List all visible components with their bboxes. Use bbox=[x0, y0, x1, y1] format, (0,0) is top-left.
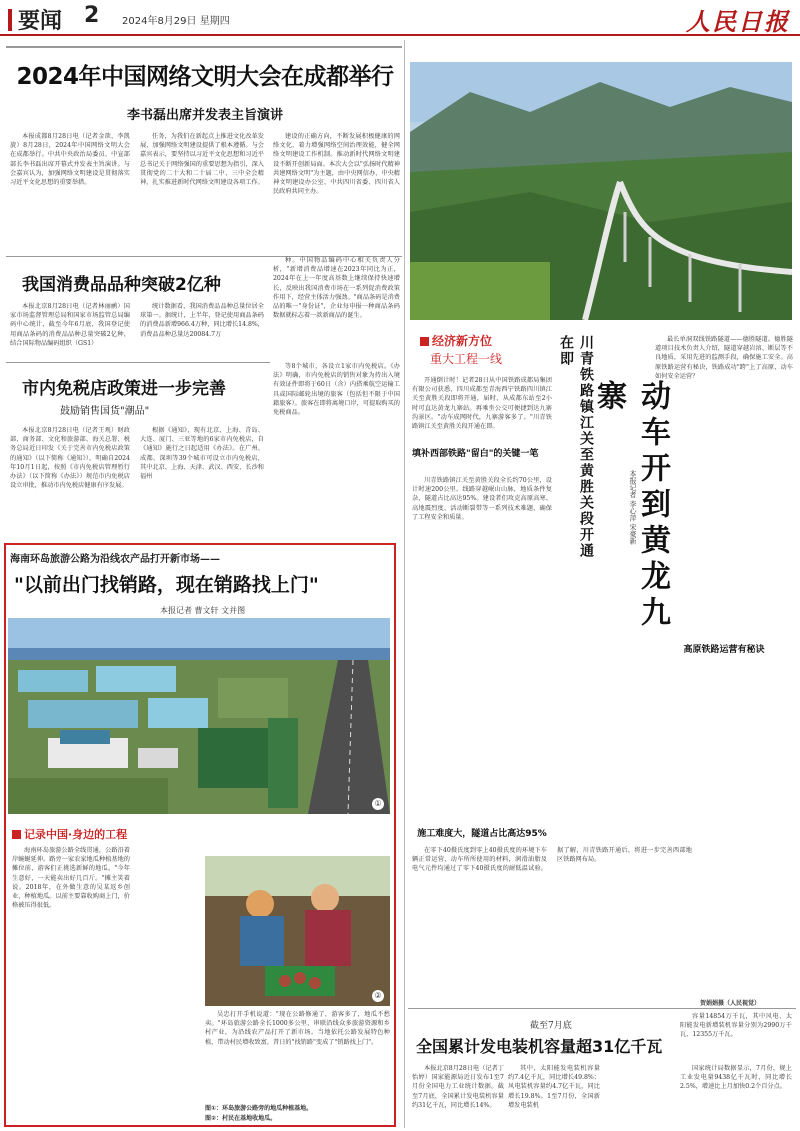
railway-section-head-3: 高原铁路运营有秘诀 bbox=[683, 645, 765, 655]
divider bbox=[6, 46, 402, 48]
railway-headline: 动车开到黄龙九寨 bbox=[591, 380, 670, 632]
railway-col-a: 开通倒计时！记者28日从中国铁路成都局集团有限公司获悉，四川成都至青海西宁铁路四川镇江关至黄胜关段即将开通，届时，从成都东站至2小时可直达黄龙九寨站。再乘坐公交可便捷到达九寨沟景区。"动车成网时代，九寨游客多了。"川青铁路镇江关至黄胜关段开通在即。 bbox=[412, 377, 552, 431]
railway-tag bbox=[420, 332, 492, 349]
tag-square-icon bbox=[420, 337, 429, 346]
railway-bylines: 本报记者 李心萍 宋豪新 bbox=[629, 470, 637, 545]
article1-title: 2024年中国网络文明大会在成都举行 bbox=[16, 64, 394, 90]
article4-caption2: 图②：村民在基地收地瓜。 bbox=[205, 1115, 277, 1122]
railway-col-b: 川青铁路镇江关至黄胜关段全长约70公里，设计时速200公里。线路穿越岷山山脉，地质条件复杂，隧道占比高达95%。建设者们攻克高原高寒、高地震烈度、活动断裂带等一系列技术难题，确保了工程安全和质量。 bbox=[412, 477, 552, 521]
section-label bbox=[8, 4, 62, 35]
article3-col2: 根据《通知》，现有北京、上海、青岛、大连、厦门、三亚等地的6家市内免税店，自《通知》施行之日起适用《办法》。在广州、成都、深圳等39个城市可设立市内免税店，其中北京、上海、天津、武汉、西安、长沙和福州 bbox=[140, 427, 264, 481]
article3-title: 市内免税店政策进一步完善 bbox=[22, 379, 226, 399]
article4-col1: 海南环岛旅游公路全线贯通，公路沿着岸蜿蜒延伸。路旁一家农家地瓜种植基地的摊位前，游客们正挑选新鲜的地瓜。"今年生意好，一天能卖出好几百斤。"摊主笑着说。2018年，在外做生意的吴某返乡创业，种植地瓜。以前主要靠收购商上门，价格被压得很低。 bbox=[12, 847, 130, 910]
article4-byline: 本报记者 曹文轩 文并图 bbox=[160, 606, 246, 615]
article4-col2: 吴忠打开手机说道："现在公路修通了，游客多了，地瓜不愁卖。"环岛旅游公路全长1000多公里，串联沿线众多旅游资源和乡村产业，为沿线农产品打开了新市场。当地依托公路发展特色种植，带动村民增收致富，昔日的"找销路"变成了"销路找上门"。 bbox=[205, 1011, 390, 1046]
article1-col1: 本报成都8月28日电（记者金歆、李凯旋）8月28日，2024年中国网络文明大会在成都举行。中共中央政治局委员、中宣部部长李书磊出席开幕式并发表主旨演讲。与会嘉宾认为，加强网络文明建设是贯彻落实习近平文化思想的重要举措。 bbox=[10, 133, 130, 187]
section-name: 要闻 bbox=[18, 9, 63, 34]
tag-square-icon bbox=[12, 830, 21, 839]
divider bbox=[6, 362, 270, 363]
newspaper-logo: 人民日报 bbox=[686, 7, 790, 36]
railway-vertical-subtitle: 川青铁路镇江关至黄胜关段开通在即 bbox=[558, 335, 594, 559]
article4-tag-text: 记录中国·身边的工程 bbox=[24, 828, 128, 841]
article2-col3: 种。中国物品编码中心相关负责人分析，"新增消费品增速在2023年同比为正，2024年在上一年度高基数上继续保持快速增长，反映出我国消费市场在一系列促消费政策作用下，经营主体活力强劲。"商品条码是消费品的唯一"身份证"，企业每申报一种商品条码数据就标志着一款新商品的诞生。 bbox=[273, 257, 400, 320]
railway-bridge-photo bbox=[410, 62, 792, 320]
figure-marker-2: ② bbox=[372, 990, 384, 1002]
farm-aerial-illustration bbox=[8, 618, 390, 814]
article4-tag bbox=[12, 826, 127, 842]
divider bbox=[408, 1008, 796, 1009]
photo-credit: 贺娟娟摄（人民视觉） bbox=[700, 1000, 761, 1007]
article1-col3: 建设的正确方向，不断发展积极健康的网络文化，着力增强网络空间治理效能，健全网络文明建设工作机制。推动新时代网络文明建设不断开创新局面。本次大会以"弘扬时代精神 共建网络文明"为主题，由中央网信办、中央精神文明建设办公室、中共四川省委、四川省人民政府共同主办。 bbox=[273, 133, 400, 196]
article5-col2: 其中，太阳能发电装机容量约7.4亿千瓦，同比增长49.8%；风电装机容量约4.7亿千瓦，同比增长19.8%。1至7月份，全国新增发电装机 bbox=[508, 1065, 600, 1109]
article5-col3: 容量14854万千瓦，其中风电、太阳能发电新增装机容量分别为2990万千瓦、12355万千瓦。 bbox=[680, 1013, 792, 1039]
article2-col1: 本报北京8月28日电（记者林丽鹂）国家市场监督管理总局和国家市场监管总局编码中心统计，截至今年6月底，我国登记使用商品条码的消费品品种总量突破2亿种，结合国际物品编码组织（GS1） bbox=[10, 303, 130, 347]
article4-title-prefix: 海南环岛旅游公路为沿线农产品打开新市场—— bbox=[10, 554, 220, 565]
harvest-illustration bbox=[205, 856, 390, 1006]
farm-aerial-photo bbox=[8, 618, 390, 814]
article4-title: "以前出门找销路，现在销路找上门" bbox=[14, 574, 319, 596]
railway-section-head-2: 施工难度大，隧道占比高达95% bbox=[417, 829, 547, 839]
article3-subtitle: 鼓励销售国货"潮品" bbox=[60, 406, 150, 417]
article5-col1: 本报北京8月28日电（记者丁怡婷）国家能源局近日发布1至7月份全国电力工业统计数据。截至7月底，全国累计发电装机容量约31亿千瓦，同比增长14%。 bbox=[412, 1065, 504, 1109]
railway-section-head-1: 填补西部铁路"留白"的关键一笔 bbox=[412, 449, 539, 459]
column-divider bbox=[404, 40, 405, 1128]
issue-date: 2024年8月29日 星期四 bbox=[122, 16, 230, 27]
article3-col1: 本报北京8月28日电（记者王观）财政部、商务部、文化和旅游部、海关总署、税务总局近日印发《关于完善市内免税店政策的通知》（以下简称《通知》），明确自2024年10月1日起，按照《市内免税店管理暂行办法》（以下简称《办法》）规范市内免税店设立审批，推动市内免税店健康有序发展。 bbox=[10, 427, 130, 490]
figure-marker-1: ① bbox=[372, 798, 384, 810]
harvest-photo bbox=[205, 856, 390, 1006]
railway-col-c: 最长单洞双线铁路隧道——德胜隧道。德胜隧道项目技术负责人介绍，隧道穿越岩溶、断层等不良地质，采用先进的监测手段，确保施工安全。高原铁路运营有秘诀，铁路成功"跨"上了高原，动车如何安全运营？ bbox=[655, 336, 793, 380]
masthead bbox=[0, 0, 800, 36]
railway-tag-subtitle: 重大工程一线 bbox=[430, 352, 503, 366]
railway-col-d: 在零下40摄氏度到零上40摄氏度的环境下车辆正常运营，动车所所使用的材料，润滑油脂及电气元件均通过了零下40摄氏度的耐低温试验。据了解，川青铁路开通后，将进一步完善西部地区铁路网布局。 bbox=[412, 847, 692, 873]
article5-col4: 国家统计局数据显示，7月份，规上工业发电量9438亿千瓦时，同比增长2.5%，增速比上月加快0.2个百分点。 bbox=[680, 1065, 792, 1091]
article5-kicker: 截至7月底 bbox=[530, 1021, 572, 1031]
railway-bridge-illustration bbox=[410, 62, 792, 320]
article3-col3: 等8个城市，各设立1家市内免税店。《办法》明确，市内免税店的销售对象为持出入境有效证件即将于60日（含）内搭乘航空运输工具或国际邮轮出境的旅客（包括但不限于中国籍旅客）。旅客在即将离境口岸，可提取购买的免税商品。 bbox=[273, 363, 400, 417]
railway-tag-text: 经济新方位 bbox=[432, 334, 493, 348]
article1-col2: 任务，为我们在新起点上推进文化改革发展，加强网络文明建设提供了根本遵循。与会嘉宾表示，要坚持以习近平文化思想和习近平总书记关于网络强国的重要思想为指引，深入贯彻党的二十大和二十届二中、三中全会精神，扎实推进新时代网络文明建设各项工作。 bbox=[140, 133, 264, 187]
page-number: 2 bbox=[84, 3, 100, 28]
article2-col2: 统计数据看，我国消费品品种总量位居全球第一。据统计，上半年，登记使用商品条码的消费品新增966.4万种，同比增长14.8%，消费品品种总量达20084.7万 bbox=[140, 303, 264, 338]
article4-caption1: 图①：环岛旅游公路旁的地瓜种植基地。 bbox=[205, 1105, 313, 1112]
article2-title: 我国消费品品种突破2亿种 bbox=[22, 275, 221, 295]
article5-title: 全国累计发电装机容量超31亿千瓦 bbox=[416, 1037, 663, 1056]
article1-subtitle: 李书磊出席并发表主旨演讲 bbox=[126, 108, 283, 123]
